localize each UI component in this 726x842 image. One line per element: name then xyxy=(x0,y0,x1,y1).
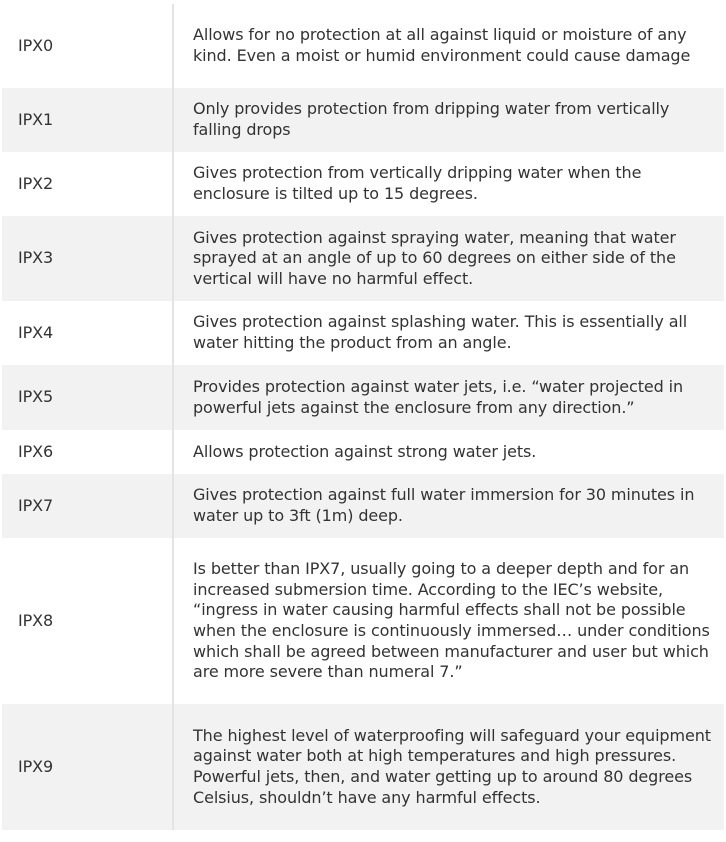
ip-description: Gives protection against spraying water, meaning that water sprayed at an angle of up to 60 degrees on either side of the vertical will have no harmful effect. xyxy=(193,227,676,288)
ip-description: Provides protection against water jets, i.e. “water projected in powerful jets against the enclosure from any direction.” xyxy=(193,376,684,417)
ip-code-cell xyxy=(2,301,173,365)
ip-description: Allows protection against strong water jets. xyxy=(193,441,537,461)
ip-code-cell xyxy=(2,88,173,152)
ip-code: IPX2 xyxy=(18,173,54,193)
ip-description-cell xyxy=(173,430,724,474)
ip-description: Gives protection against full water immersion for 30 minutes in water up to 3ft (1m) deep. xyxy=(193,485,695,525)
ip-code-cell xyxy=(2,216,173,301)
ip-code: IPX7 xyxy=(18,495,54,515)
ip-description: Only provides protection from dripping water from vertically falling drops xyxy=(193,99,670,139)
ip-description-cell xyxy=(173,88,724,152)
ip-description-cell xyxy=(173,301,724,365)
table-row xyxy=(2,301,724,365)
ip-description-cell xyxy=(173,152,724,216)
ip-description-cell xyxy=(173,4,724,88)
ip-code: IPX5 xyxy=(18,387,54,407)
table-row xyxy=(2,4,724,88)
ip-description-cell xyxy=(173,474,724,538)
table-row xyxy=(2,538,724,704)
ip-code: IPX6 xyxy=(18,441,54,461)
ip-code: IPX0 xyxy=(18,35,54,55)
ip-code-cell xyxy=(2,4,173,88)
ip-description: Gives protection against splashing water. This is essentially all water hitting the product from an angle. xyxy=(193,312,688,352)
table-row xyxy=(2,430,724,474)
ip-code: IPX3 xyxy=(18,248,54,268)
ip-description-cell xyxy=(173,216,724,301)
table-row xyxy=(2,88,724,152)
table-row xyxy=(2,152,724,216)
ip-description: Is better than IPX7, usually going to a deeper depth and for an increased submersion time. According to the IEC’s website, “ingress in water causing harmful effects shall not be possible when the enclosure is continuously immersed… under conditions which shall be agreed between manufacturer and user but which are more severe than numeral 7.” xyxy=(193,559,710,682)
ip-description-cell xyxy=(173,538,724,704)
ip-code: IPX4 xyxy=(18,322,54,342)
ip-description-cell xyxy=(173,365,724,430)
ip-rating-table xyxy=(2,4,724,830)
table-row xyxy=(2,216,724,301)
ip-description: The highest level of waterproofing will safeguard your equipment against water both at high temperatures and high pressures. Powerful jets, then, and water getting up to around 80 degrees Celsius, shouldn’t have any harmful effects. xyxy=(193,725,711,807)
ip-description: Allows for no protection at all against liquid or moisture of any kind. Even a moist or humid environment could cause damage xyxy=(193,25,691,65)
ip-code-cell xyxy=(2,430,173,474)
ip-code: IPX1 xyxy=(18,109,54,129)
ip-code-cell xyxy=(2,474,173,538)
ip-code: IPX8 xyxy=(18,610,54,630)
table-row xyxy=(2,704,724,830)
table-row xyxy=(2,365,724,430)
ip-code-cell xyxy=(2,152,173,216)
ip-code-cell xyxy=(2,365,173,430)
ip-code: IPX9 xyxy=(18,756,54,776)
ip-description: Gives protection from vertically dripping water when the enclosure is tilted up to 15 degrees. xyxy=(193,163,642,203)
ip-code-cell xyxy=(2,538,173,704)
table-row xyxy=(2,474,724,538)
ip-code-cell xyxy=(2,704,173,830)
ip-description-cell xyxy=(173,704,724,830)
